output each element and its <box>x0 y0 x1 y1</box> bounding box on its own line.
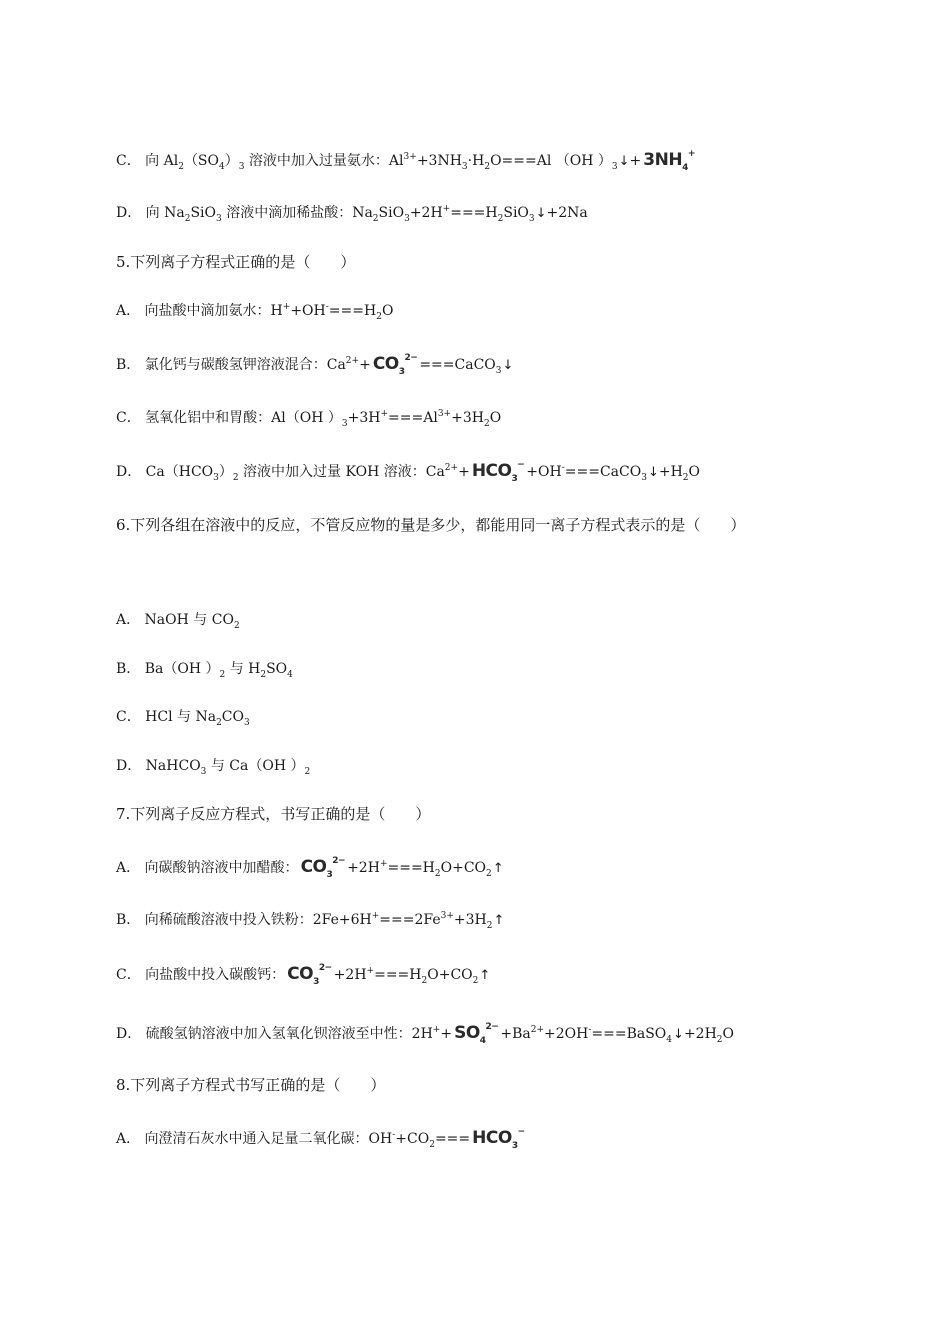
question-7-stem: 7.下列离子反应方程式，书写正确的是（ ） <box>116 805 431 823</box>
question-8-stem: 8.下列离子方程式书写正确的是（ ） <box>116 1076 386 1094</box>
question-6-stem: 6.下列各组在溶液中的反应，不管反应物的量是多少，都能用同一离子方程式表示的是（ ） <box>116 516 746 534</box>
question-7-option-a: A． 向碳酸钠溶液中加醋酸： $CO_3^{2-}$ $+2H^+===H_2O+CO_2↑$ <box>116 856 504 880</box>
question-5-stem: 5.下列离子方程式正确的是（ ） <box>116 253 356 271</box>
question-7-option-b: B． 向稀硫酸溶液中投入铁粉：$2Fe+6H^+===2Fe^{3+}+3H_2↑$ <box>116 911 505 931</box>
question-5-option-c: C． 氢氧化铝中和胃酸：Al（OH ）$_3+3H^+===Al^{3+}+3H_2O$ <box>116 409 502 429</box>
question-8-option-a: A． 向澄清石灰水中通入足量二氧化碳：$OH^-+CO_2=== HCO_3^-$ <box>116 1127 525 1151</box>
question-7-option-d: D． 硫酸氢钠溶液中加入氢氧化钡溶液至中性：$2H^++ SO_4^{2-}$ $+Ba^{2+}+2OH^-===BaSO_4↓+2H_2O$ <box>116 1022 735 1046</box>
question-4-option-d: D． 向 $Na_2SiO_3$ 溶液中滴加稀盐酸：$Na_2SiO_3+2H^+===H_2SiO_3↓+2Na$ <box>116 204 588 224</box>
question-7-option-c: C． 向盐酸中投入碳酸钙： $CO_3^{2-}$ $+2H^+===H_2O+CO_2↑$ <box>116 963 491 987</box>
question-5-option-d: D． $Ca(HCO_3)_2$ 溶液中加入过量 KOH 溶液：$Ca^{2+}+ HCO_3^-$ $+OH^-===CaCO_3↓+H_2O$ <box>116 460 701 484</box>
question-6-option-a: A． NaOH 与 $CO_2$ <box>116 612 240 631</box>
question-5-option-b: B． 氯化钙与碳酸氢钾溶液混合：$Ca^{2+}+ CO_3^{2-}$ ===CaCO$_3$↓ <box>116 353 514 377</box>
question-4-option-c: C． 向 $Al_2(SO_4)_3$ 溶液中加入过量氨水：$Al^{3+}+3NH_3\cdot H_2O===Al$ （OH ）$_3↓+ 3NH_4^+$ <box>116 149 695 173</box>
question-5-option-a: A． 向盐酸中滴加氨水：$H^++OH^-===H_2O$ <box>116 302 394 322</box>
question-6-option-b: B． Ba（OH ）$_2$ 与 $H_2SO_4$ <box>116 661 293 680</box>
question-6-option-d: D． NaHCO$_3$ 与 Ca（OH ）$_2$ <box>116 758 311 777</box>
question-6-option-c: C． HCl 与 $Na_2CO_3$ <box>116 709 250 728</box>
